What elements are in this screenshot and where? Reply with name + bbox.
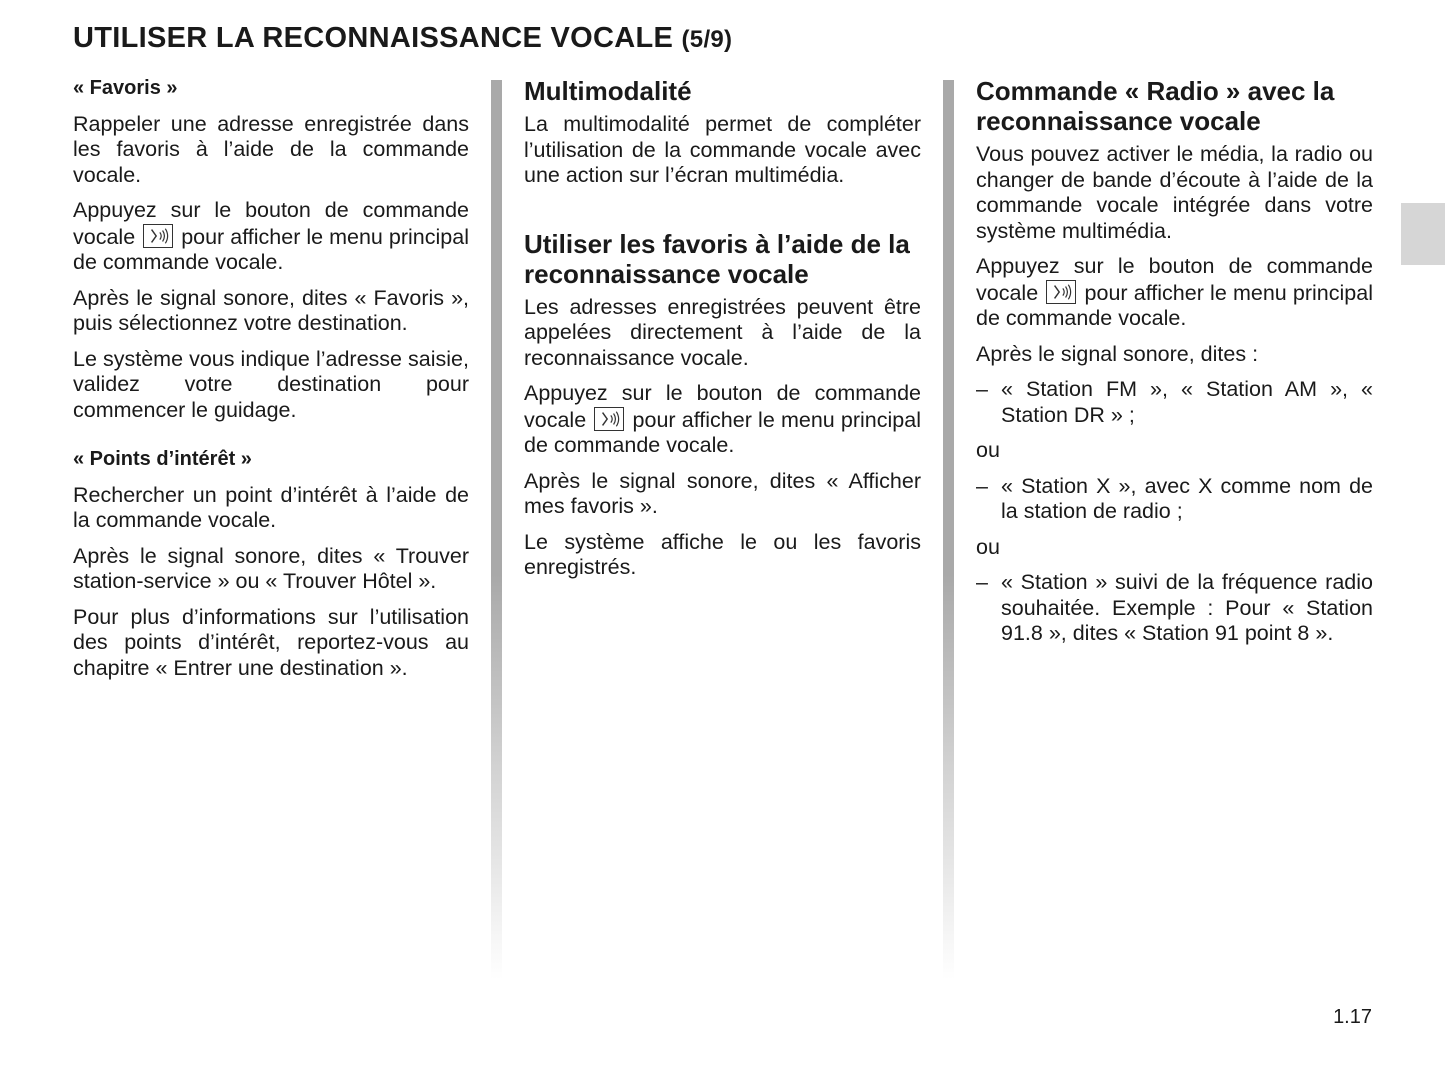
bullet-dash: – bbox=[976, 473, 988, 498]
bullet-dash: – bbox=[976, 570, 988, 594]
favoris-paragraph-2-end: pour afficher le menu principal de commande vocale. bbox=[73, 224, 469, 274]
page-number: 1.17 bbox=[1333, 1006, 1372, 1028]
column-right bbox=[976, 76, 1373, 657]
section-tab-marker bbox=[1401, 203, 1445, 265]
radio-paragraph-2-start: Appuyez sur le bouton de commande vocale bbox=[976, 254, 1373, 305]
radio-paragraph-3: Après le signal sonore, dites : bbox=[976, 341, 1259, 366]
favoris-paragraph-1: Rappeler une adresse enregistrée dans les favoris à l’aide de la commande vocale. bbox=[73, 111, 469, 187]
radio-bullet-1 bbox=[976, 377, 1373, 428]
poi-paragraph-3: Pour plus d’informations sur l’utilisation des points d’intérêt, reportez-vous au chapitre « Entrer une destination ». bbox=[73, 604, 469, 680]
favoris-voice-paragraph-3: Après le signal sonore, dites « Afficher mes favoris ». bbox=[524, 468, 921, 518]
poi-heading: « Points d’intérêt » bbox=[73, 448, 252, 470]
favoris-voice-paragraph-2 bbox=[524, 381, 921, 459]
radio-bullet-1-text: « Station FM », « Station AM », « Station DR » ; bbox=[1001, 377, 1373, 427]
radio-bullet-2 bbox=[976, 474, 1373, 525]
poi-paragraph-1: Rechercher un point d’intérêt à l’aide de la commande vocale. bbox=[73, 482, 469, 532]
favoris-paragraph-2 bbox=[73, 198, 469, 276]
column-divider-right bbox=[943, 80, 954, 980]
radio-bullet-3 bbox=[976, 570, 1373, 647]
favoris-paragraph-3: Après le signal sonore, dites « Favoris », puis sélectionnez votre destination. bbox=[73, 285, 469, 335]
poi-paragraph-2: Après le signal sonore, dites « Trouver station-service » ou « Trouver Hôtel ». bbox=[73, 543, 469, 593]
multimodalite-paragraph: La multimodalité permet de compléter l’utilisation de la commande vocale avec une action sur l’écran multimédia. bbox=[524, 112, 921, 187]
page-title bbox=[73, 22, 732, 55]
favoris-paragraph-2-start: Appuyez sur le bouton de commande vocale bbox=[73, 198, 469, 249]
voice-command-icon bbox=[1046, 280, 1076, 304]
radio-heading: Commande « Radio » avec la reconnaissance vocale bbox=[976, 76, 1335, 136]
radio-paragraph-2-end: pour afficher le menu principal de commande vocale. bbox=[976, 280, 1373, 330]
favoris-voice-heading: Utiliser les favoris à l’aide de la reconnaissance vocale bbox=[524, 228, 910, 289]
radio-bullet-2-text: « Station X », avec X comme nom de la station de radio ; bbox=[1001, 473, 1373, 523]
radio-bullet-3-text: « Station » suivi de la fréquence radio souhaitée. Exemple : Pour « Station 91.8 », dites « Station 91 point 8 ». bbox=[1001, 570, 1373, 645]
voice-command-icon bbox=[143, 224, 173, 248]
column-middle bbox=[524, 76, 921, 591]
voice-command-icon bbox=[594, 407, 624, 431]
page-title-part: (5/9) bbox=[681, 26, 733, 53]
favoris-voice-paragraph-4: Le système affiche le ou les favoris enregistrés. bbox=[524, 529, 921, 579]
favoris-voice-paragraph-2-start: Appuyez sur le bouton de commande vocale bbox=[524, 381, 921, 432]
page-title-main: UTILISER LA RECONNAISSANCE VOCALE bbox=[73, 22, 674, 54]
favoris-voice-paragraph-2-end: pour afficher le menu principal de commande vocale. bbox=[524, 407, 921, 457]
radio-paragraph-2 bbox=[976, 254, 1373, 332]
favoris-voice-paragraph-1: Les adresses enregistrées peuvent être appelées directement à l’aide de la reconnaissance vocale. bbox=[524, 294, 921, 370]
favoris-heading: « Favoris » bbox=[73, 77, 178, 99]
radio-or-2: ou bbox=[976, 534, 1000, 559]
favoris-paragraph-4: Le système vous indique l’adresse saisie, validez votre destination pour commencer le guidage. bbox=[73, 346, 469, 422]
column-left bbox=[73, 76, 469, 691]
radio-paragraph-1: Vous pouvez activer le média, la radio ou changer de bande d’écoute à l’aide de la commande vocale intégrée dans votre système multimédia. bbox=[976, 142, 1373, 243]
column-divider-left bbox=[491, 80, 502, 980]
multimodalite-heading: Multimodalité bbox=[524, 76, 692, 106]
bullet-dash: – bbox=[976, 377, 988, 401]
radio-or-1: ou bbox=[976, 438, 1000, 462]
